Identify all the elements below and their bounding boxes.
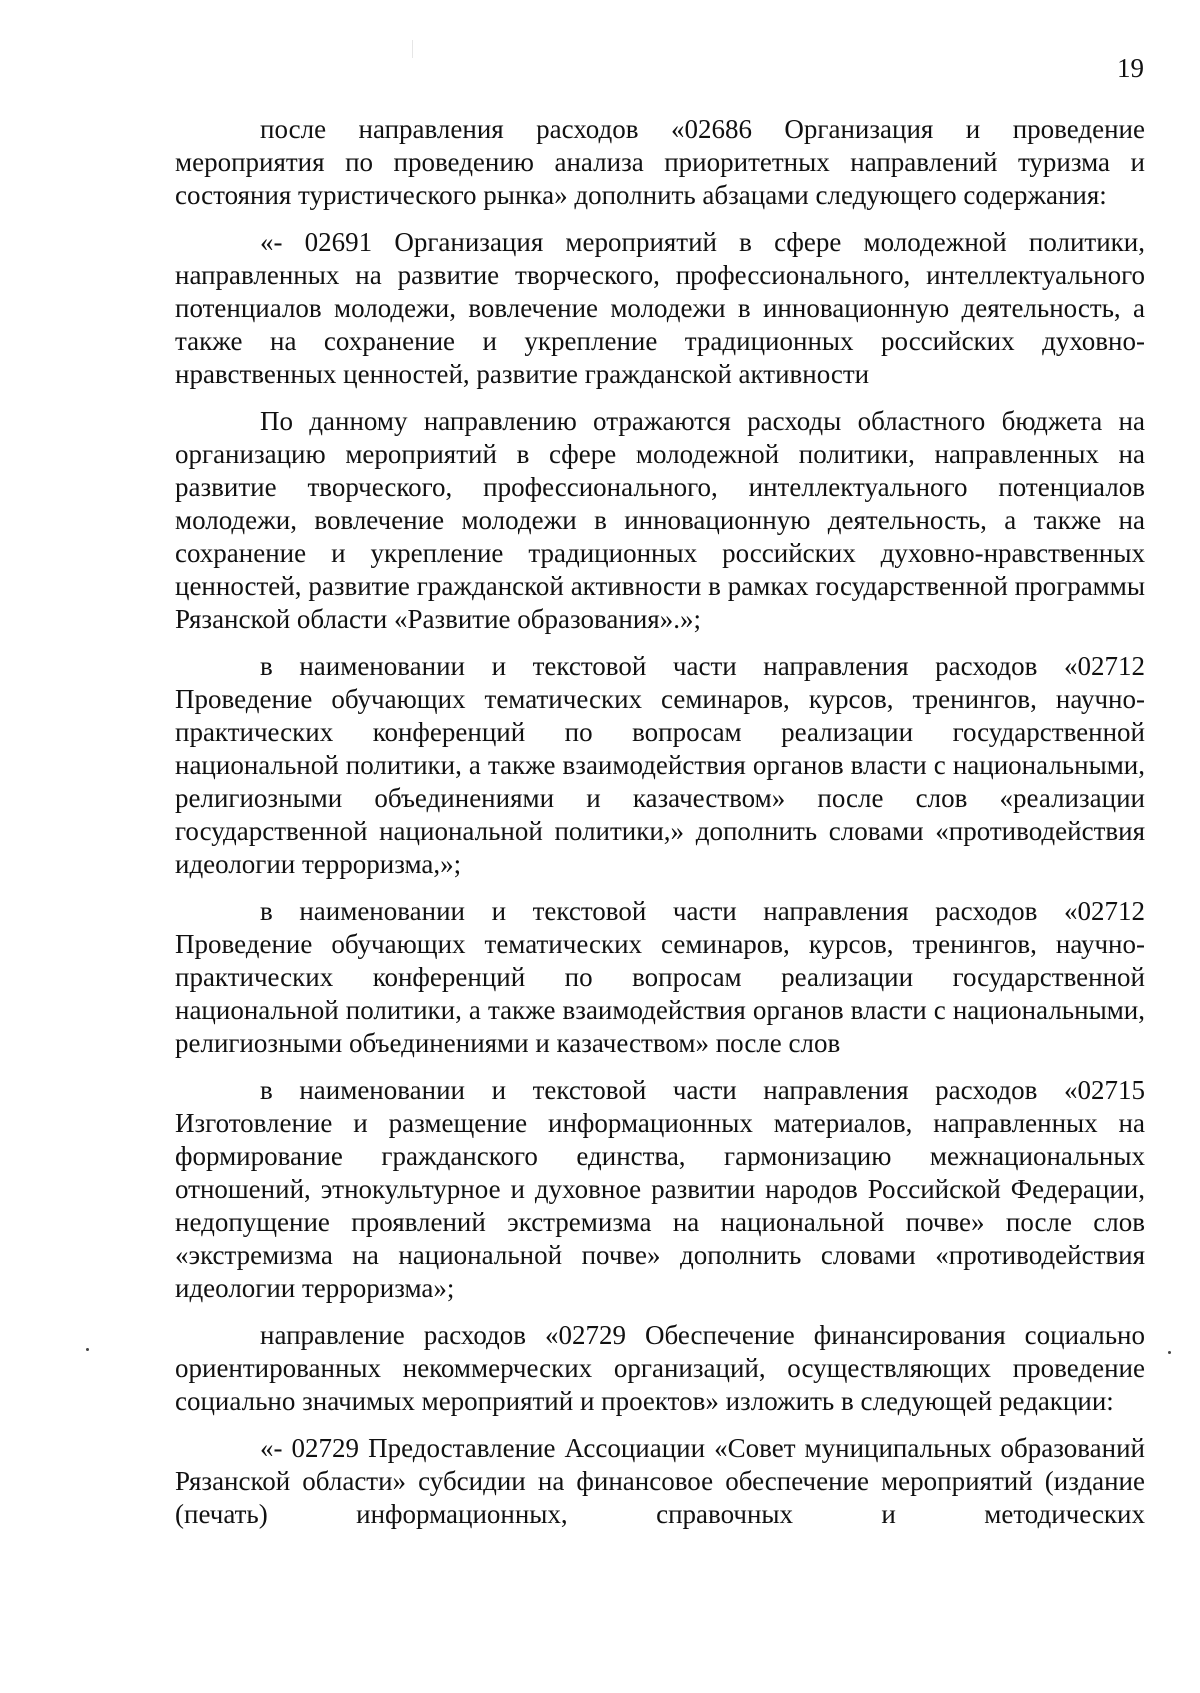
paragraph-8: «- 02729 Предоставление Ассоциации «Совет муниципальных образований Рязанской области» субсидии на финансовое обеспечение мероприятий (издание (печать) информационных, справочных и методических <box>175 1433 1145 1529</box>
paragraph-1: после направления расходов «02686 Организация и проведение мероприятия по проведению анализа приоритетных направлений туризма и состояния туристического рынка» дополнить абзацами следующего содержания: <box>175 114 1145 210</box>
paragraph-7: направление расходов «02729 Обеспечение финансирования социально ориентированных некоммерческих организаций, осуществляющих проведение социально значимых мероприятий и проектов» изложить в следующей редакции: <box>175 1320 1145 1416</box>
scan-artifact <box>86 1348 89 1351</box>
paragraph-5: в наименовании и текстовой части направления расходов «02712 Проведение обучающих тематических семинаров, курсов, тренингов, научно-практических конференций по вопросам реализации государственной национальной политики, а также взаимодействия органов власти с национальными, религиозными объединениями и казачеством» после слов <box>175 896 1145 1058</box>
page-number: 19 <box>1117 53 1144 83</box>
paragraph-3: По данному направлению отражаются расходы областного бюджета на организацию мероприятий в сфере молодежной политики, направленных на развитие творческого, профессионального, интеллектуального потенциалов молодежи, вовлечение молодежи в инновационную деятельность, а также на сохранение и укрепление традиционных российских духовно-нравственных ценностей, развитие гражданской активности в рамках государственной программы Рязанской области «Развитие образования».»; <box>175 406 1145 634</box>
scan-artifact <box>412 40 413 58</box>
paragraph-6: в наименовании и текстовой части направления расходов «02715 Изготовление и размещение информационных материалов, направленных на формирование гражданского единства, гармонизацию межнациональных отношений, этнокультурное и духовное развитии народов Российской Федерации, недопущение проявлений экстремизма на национальной почве» после слов «экстремизма на национальной почве» дополнить словами «противодействия идеологии терроризма»; <box>175 1075 1145 1303</box>
document-body <box>175 113 1145 1531</box>
scan-artifact <box>1168 1351 1171 1354</box>
paragraph-4: в наименовании и текстовой части направления расходов «02712 Проведение обучающих тематических семинаров, курсов, тренингов, научно-практических конференций по вопросам реализации государственной национальной политики, а также взаимодействия органов власти с национальными, религиозными объединениями и казачеством» после слов «реализации государственной национальной политики,» дополнить словами «противодействия идеологии терроризма,»; <box>175 651 1145 879</box>
paragraph-2: «- 02691 Организация мероприятий в сфере молодежной политики, направленных на развитие творческого, профессионального, интеллектуального потенциалов молодежи, вовлечение молодежи в инновационную деятельность, а также на сохранение и укрепление традиционных российских духовно-нравственных ценностей, развитие гражданской активности <box>175 227 1145 389</box>
